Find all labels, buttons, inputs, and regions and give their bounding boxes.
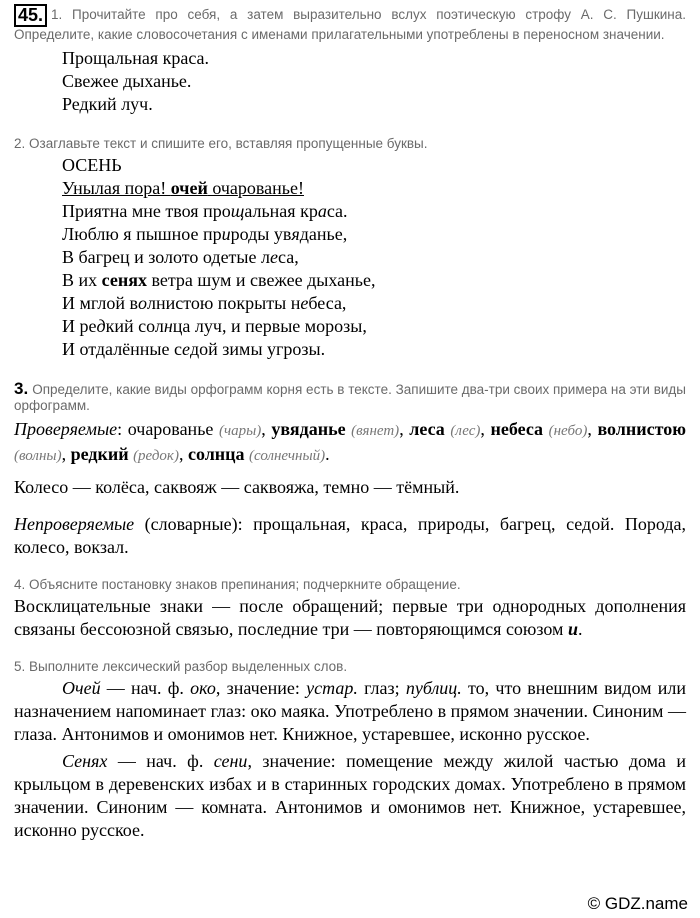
task-2-text: 2. Озаглавьте текст и спишите его, вставляя пропущенные буквы. [14,136,428,151]
task-3-unchecked: Непроверяемые (словарные): прощальная, краса, природы, багрец, седой. Порода, колесо, вокзал. [14,514,686,557]
task-4 [14,577,686,593]
poem-line: Приятна мне твоя прощальная краса. [62,201,348,221]
lexical-analysis-2: Сенях — нач. ф. сени, значение: помещение между жилой частью дома и крыльцом в деревенских избах и в старинных городских домах. Употреблено в прямом значении. Синоним — комната. Антонимов и омонимов нет. Книжное, устаревшее, исконно русское. [14,751,686,840]
poem-line: В их сенях ветра шум и свежее дыханье, [62,270,376,290]
task-1-text: 1. Прочитайте про себя, а затем выразительно вслух поэтическую строфу А. С. Пушкина. Определите, какие словосочетания с именами прилагательными употреблены в переносном значении. [14,7,686,42]
lexical-analysis-1: Очей — нач. ф. око, значение: устар. глаз; публиц. то, что внешним видом или назначением напоминает глаз: око маяка. Употреблено в прямом значении. Синоним — глаза. Антонимов и омонимов нет. Книжное, устаревшее, исконно русское. [14,678,686,744]
exercise-number: 45. [14,4,47,27]
poem-line: Люблю я пышное природы увяданье, [62,224,348,244]
task-3-number: 3. [14,379,29,398]
poem-line: И редкий солнца луч, и первые морозы, [62,316,367,336]
task-1 [14,4,686,43]
task-5-text: 5. Выполните лексический разбор выделенных слов. [14,659,348,674]
task-4-text: 4. Объясните постановку знаков препинания; подчеркните обращение. [14,577,461,592]
copyright-footer: © GDZ.name [587,894,688,913]
task-3-text: Определите, какие виды орфограмм корня есть в тексте. Запишите два-три своих примера на эти виды орфограмм. [14,382,686,413]
answer-line: Редкий луч. [62,94,153,114]
task-2 [14,136,686,152]
task-3 [14,381,686,414]
task-1-answer [14,47,686,116]
task-4-answer: Восклицательные знаки — после обращений; первые три однородных дополнения связаны бессоюзной связью, последние три — повторяющимся союзом и. [14,596,686,639]
poem-line: И мглой волнистою покрыты небеса, [62,293,347,313]
task-5 [14,659,686,675]
poem-line: Унылая пора! очей очарованье! [62,178,304,198]
poem-line: В багрец и золото одетые леса, [62,247,299,267]
task-3-examples: Колесо — колёса, саквояж — саквояжа, темно — тёмный. [14,477,460,497]
answer-line: Свежее дыханье. [62,71,192,91]
task-3-checked: Проверяемые: очарованье (чары), увяданье (вянет), леса (лес), небеса (небо), волнистою (волны), редкий (редок), солнца (солнечный). [14,419,686,464]
poem-line: И отдалённые седой зимы угрозы. [62,339,326,359]
poem-title: ОСЕНЬ [62,155,122,175]
answer-line: Прощальная краса. [62,48,210,68]
poem [14,154,686,361]
